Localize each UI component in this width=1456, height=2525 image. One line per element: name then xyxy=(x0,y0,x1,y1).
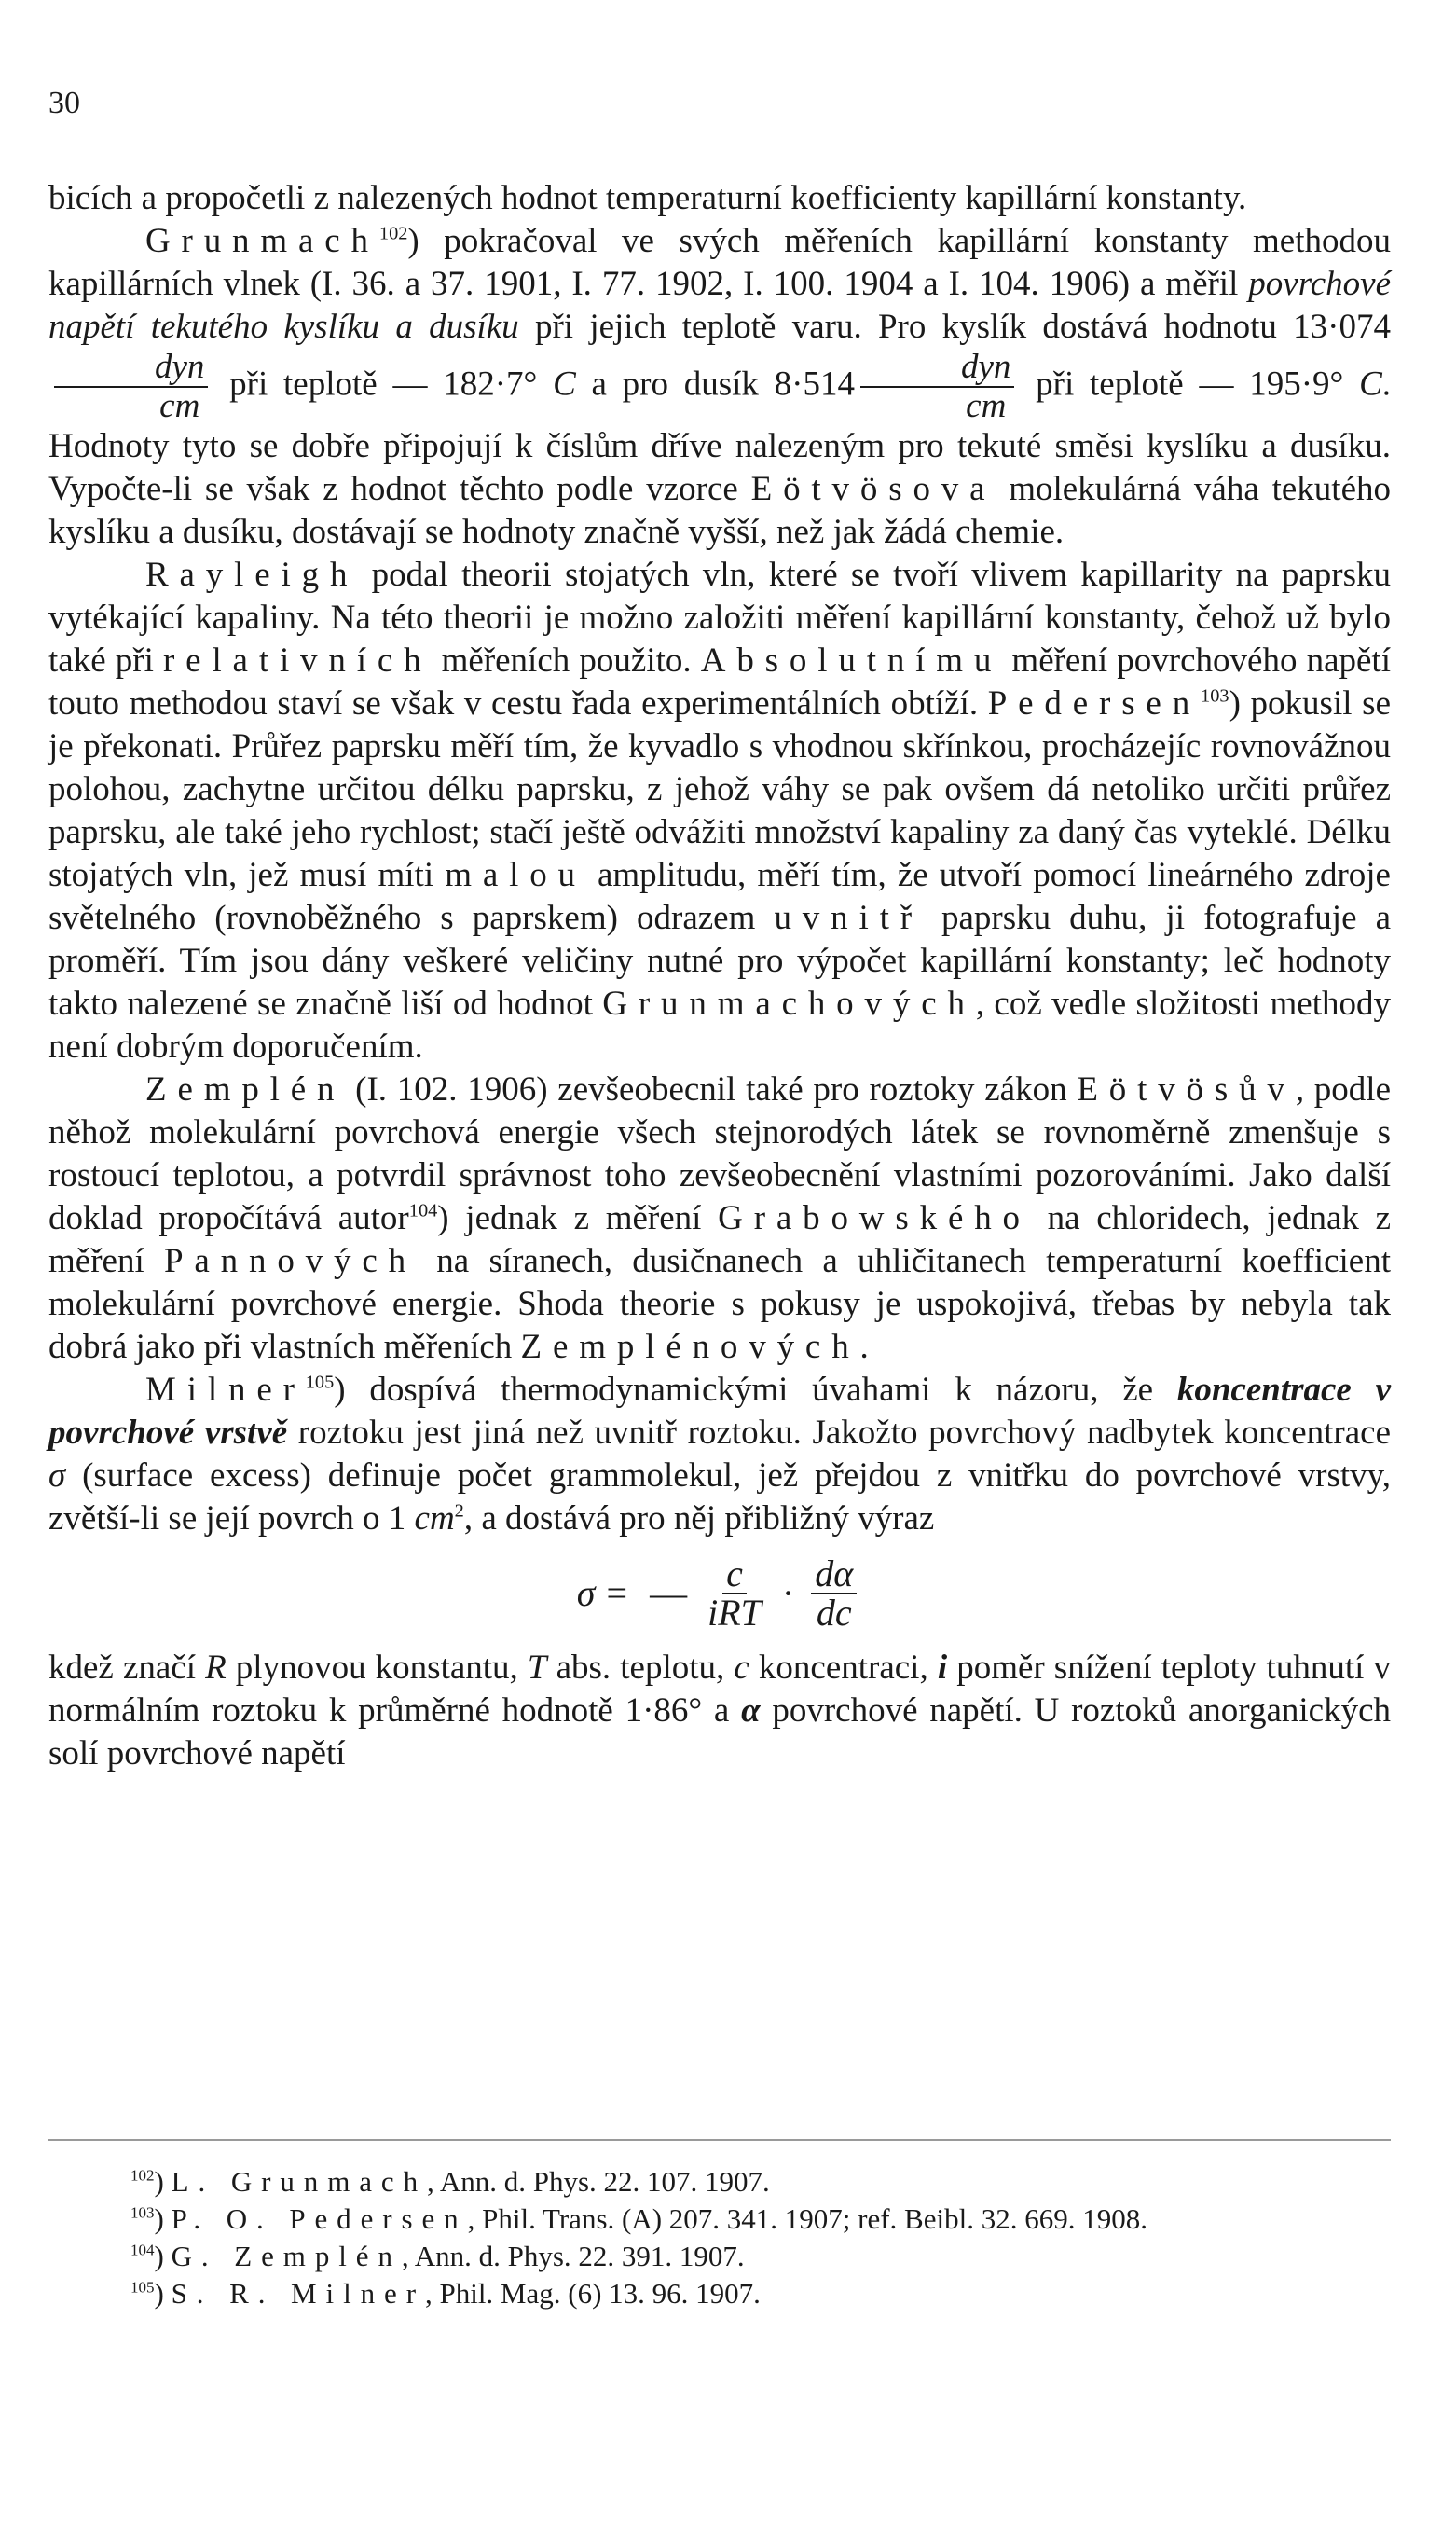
text-run: paprsku duhu, ji fotografuje a proměří. Tím jsou dány veškeré veličiny nutné pro výpočet kapillární konstanty; leč hodnoty takto nalezené se značně liší od hodnot xyxy=(48,899,1391,1023)
text-run: roztoku jest jiná než uvnitř roztoku. Jakožto povrchový nadbytek koncentrace xyxy=(287,1414,1391,1452)
formula-dot: · xyxy=(781,1572,795,1614)
author-name: Zemplén xyxy=(145,1070,346,1109)
spaced-emphasis: malou xyxy=(445,856,586,894)
author-name: Eötvösův xyxy=(1077,1070,1296,1109)
paragraph-5 xyxy=(48,1369,1391,1540)
paragraph-1: bicích a propočetli z nalezených hodnot temperaturní koefficienty kapillární konstanty. xyxy=(48,179,1247,217)
unit-celsius: C xyxy=(553,365,576,404)
symbol-sigma: σ xyxy=(48,1456,66,1495)
fraction-denominator: iRT xyxy=(707,1592,762,1634)
text-run: měření povrchového napětí touto methodou staví se však v cestu řada experimentálních obtíží. xyxy=(48,642,1391,723)
spaced-emphasis: relativních xyxy=(163,642,433,680)
symbol-alpha: α xyxy=(741,1691,761,1730)
paragraph-3 xyxy=(48,554,1391,1069)
footnote-ref: 105 xyxy=(305,1372,335,1393)
emphasis: koncentrace v povrchové vrstvě xyxy=(48,1371,1391,1452)
text-run: . Hodnoty tyto se dobře připojují k číslům dříve nalezeným pro tekuté směsi kyslíku a dusíku. Vypočte-li se však z hodnot těchto podle vzorce xyxy=(48,365,1392,508)
footnote-number: 105 xyxy=(130,2278,155,2297)
emphasis: povrchové napětí tekutého kyslíku a dusíku xyxy=(48,265,1391,346)
footnote-ref: 103 xyxy=(1201,685,1229,707)
citation: , Phil. Trans. (A) 207. 341. 1907; ref. Beibl. 32. 669. 1908. xyxy=(467,2202,1147,2235)
unit-celsius: C xyxy=(1359,365,1382,404)
footnote-number: 102 xyxy=(130,2166,155,2185)
fraction-numerator: c xyxy=(722,1555,747,1594)
formula-fraction-2 xyxy=(811,1552,857,1634)
footnote-number: 103 xyxy=(130,2203,155,2222)
author-name: Grabowského xyxy=(718,1199,1031,1237)
text-run: ) pokusil se je překonati. Průřez paprsku měří tím, že kyvadlo s vhodnou skřínkou, procházejíc rovnovážnou polohou, zachytne určitou délku paprsku, z jehož váhy se pak ovšem dá netoliko určiti průřez paprsku, ale také jeho rychlost; stačí ještě odvážiti množství kapaliny za daný čas vyteklé. Délku stojatých vln, jež musí míti xyxy=(48,684,1391,894)
fraction-denominator: dc xyxy=(816,1592,852,1634)
spaced-emphasis: uvnitř xyxy=(774,899,923,937)
body-text xyxy=(48,177,1391,1775)
text-run: abs. teplotu, xyxy=(546,1649,735,1687)
text-run: . xyxy=(859,1328,869,1366)
paragraph-4 xyxy=(48,1069,1391,1369)
footnote-105: $^{105}$) S. R. Milner, Phil. Mag. (6) 13. 96. 1907. xyxy=(130,2277,761,2310)
footnote-104: $^{104}$) G. Zemplén, Ann. d. Phys. 22. 391. 1907. xyxy=(130,2240,745,2272)
text-run: plynovou konstantu, xyxy=(226,1649,528,1687)
text-run: podal theorii stojatých vln, které se tvoří vlivem kapillarity na paprsku vytékající kapaliny. Na této theorii je možno založiti měření kapillární konstanty, čehož už bylo také při xyxy=(48,556,1391,680)
fraction-numerator: dα xyxy=(811,1555,857,1594)
author-name: L. Grunmach xyxy=(171,2165,428,2198)
text-run: a pro dusík 8·514 xyxy=(575,365,855,404)
fraction-numerator: dyn xyxy=(860,349,1014,388)
citation: , Phil. Mag. (6) 13. 96. 1907. xyxy=(424,2277,761,2310)
formula-fraction-1 xyxy=(704,1552,765,1634)
author-name: Pedersen xyxy=(987,684,1202,723)
formula xyxy=(48,1552,1391,1634)
footnote-number: 104 xyxy=(130,2241,155,2259)
text-run: (surface excess) definuje počet grammolekul, jež přejdou z vnitřku do povrchové vrstvy, zvětší-li se její povrch o 1 xyxy=(48,1456,1391,1538)
footnote-divider xyxy=(48,2139,1391,2141)
footnote-102: $^{102}$) L. Grunmach, Ann. d. Phys. 22. 107. 1907. xyxy=(130,2165,770,2198)
text-run: koncentraci, xyxy=(749,1649,938,1687)
author-name: P. O. Pedersen xyxy=(171,2202,468,2235)
unit-cm: cm xyxy=(414,1499,455,1538)
footnote-ref: 102 xyxy=(378,223,408,244)
page-number: 30 xyxy=(48,86,80,120)
text-run: ) pokračoval ve svých měřeních kapillární konstanty methodou kapillárních vlnek (I. 36. a 37. 1901, I. 77. 1902, I. 100. 1904 a I. 104. 1906) a měřil xyxy=(48,222,1391,303)
author-name: Milner xyxy=(145,1371,306,1409)
symbol-c: c xyxy=(734,1649,749,1687)
symbol-r: R xyxy=(205,1649,227,1687)
symbol-t: T xyxy=(527,1649,547,1687)
fraction-numerator: dyn xyxy=(54,349,208,388)
citation: , Ann. d. Phys. 22. 391. 1907. xyxy=(401,2240,745,2272)
text-run: amplitudu, měří tím, že utvoří pomocí lineárného zdroje světelného (rovnoběžného s paprskem) odrazem xyxy=(48,856,1391,937)
author-name: Rayleigh xyxy=(145,556,359,594)
spaced-emphasis: Absolutnímu xyxy=(700,642,1003,680)
exponent: 2 xyxy=(454,1500,464,1522)
author-name: Eötvösova xyxy=(750,470,996,508)
unit-fraction xyxy=(54,349,208,425)
paragraph-6 xyxy=(48,1647,1391,1775)
text-run: ) jednak z měření xyxy=(437,1199,719,1237)
text-run: molekulárná váha tekutého kyslíku a dusíku, dostávají se hodnoty značně vyšší, než jak žádá chemie. xyxy=(48,470,1391,551)
paragraph-2 xyxy=(48,220,1391,554)
text-run: , což vedle složitosti methody není dobrým doporučením. xyxy=(48,985,1391,1066)
citation: , Ann. d. Phys. 22. 107. 1907. xyxy=(427,2165,770,2198)
fraction-denominator: cm xyxy=(159,387,200,425)
footnote-ref: 104 xyxy=(408,1200,438,1221)
author-name: Grunmachových xyxy=(602,985,976,1023)
author-name: Pannových xyxy=(164,1242,417,1280)
author-name: Grunmach xyxy=(145,222,379,260)
formula-equals: = xyxy=(606,1572,628,1614)
formula-minus: — xyxy=(650,1572,688,1614)
symbol-i: i xyxy=(937,1649,948,1687)
footnotes xyxy=(48,2163,1391,2312)
text-run: povrchové napětí. U roztoků anorganických solí povrchové napětí xyxy=(48,1691,1391,1773)
author-name: G. Zemplén xyxy=(171,2240,402,2272)
text-run: při jejich teplotě varu. Pro kyslík dostává hodnotu 13·074 xyxy=(518,308,1391,346)
text-run: , podle něhož molekulární povrchová energie všech stejnorodých látek se rovnoměrně zmenšuje s rostoucí teplotou, a potvrdil správnost toho zevšeobecnění vlastními pozorováními. Jako další doklad propočítává autor xyxy=(48,1070,1391,1237)
text-run: (I. 102. 1906) zevšeobecnil také pro roztoky zákon xyxy=(345,1070,1078,1109)
text-run: na síranech, dusičnanech a uhličitanech temperaturní koefficient molekulární povrchové energie. Shoda theorie s pokusy je uspokojivá, třebas by nebyla tak dobrá jako při vlastních měřeních xyxy=(48,1242,1391,1366)
text-run: měřeních použito. xyxy=(432,642,701,680)
fraction-denominator: cm xyxy=(966,387,1007,425)
text-run: , a dostává pro něj přibližný výraz xyxy=(463,1499,935,1538)
text-run: kdež značí xyxy=(48,1649,206,1687)
formula-lhs: σ xyxy=(576,1572,596,1614)
text-run: při teplotě — 182·7° xyxy=(213,365,554,404)
author-name: S. R. Milner xyxy=(171,2277,425,2310)
unit-fraction xyxy=(860,349,1014,425)
text-run: na chloridech, jednak z měření xyxy=(48,1199,1392,1280)
text-run: při teplotě — 195·9° xyxy=(1020,365,1360,404)
footnote-103: $^{103}$) P. O. Pedersen, Phil. Trans. (A) 207. 341. 1907; ref. Beibl. 32. 669. 1908. xyxy=(130,2202,1147,2235)
text-run: ) dospívá thermodynamickými úvahami k názoru, že xyxy=(334,1371,1177,1409)
text-run: poměr snížení teploty tuhnutí v normálním roztoku k průměrné hodnotě 1·86° a xyxy=(48,1649,1391,1730)
author-name: Zemplénových xyxy=(520,1328,860,1366)
